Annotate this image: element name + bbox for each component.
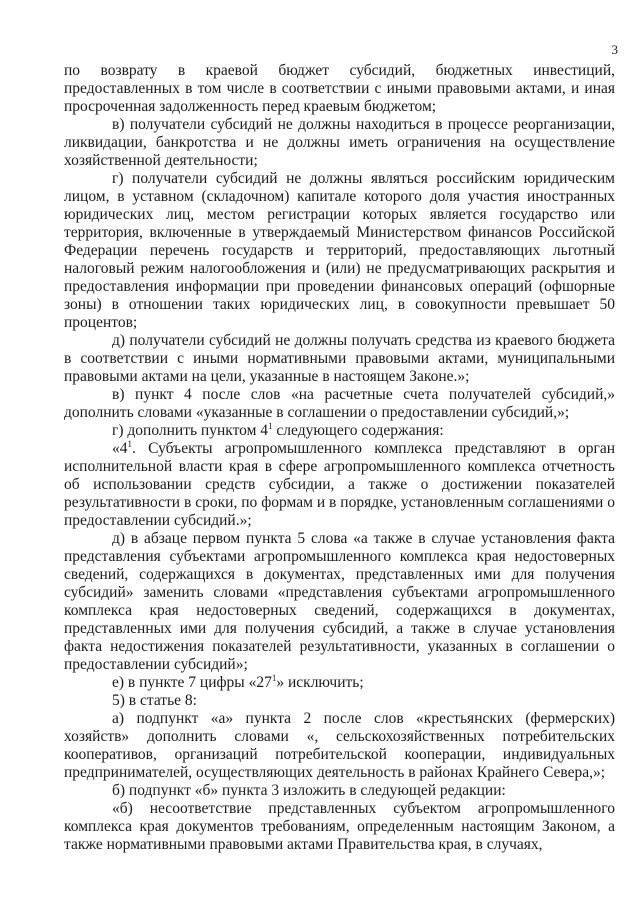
paragraph-item-v-reorganization: в) получатели субсидий не должны находиться в процессе реорганизации, ликвидации, банкротства и не должны иметь ограничения на осуществление хозяйственной деятельности; [64,116,615,169]
paragraph-item-b-new-text: «б) несоответствие представленных субъектом агропромышленного комплекса края документов требованиям, определенным настоящим Законом, а также нормативными правовыми актами Правительства края, в случаях, [64,800,615,853]
paragraph-text: г) дополнить пунктом 4 [112,422,269,439]
paragraph-text: «4 [112,440,128,457]
paragraph-item-d-other-funds: д) получатели субсидий не должны получать средства из краевого бюджета в соответствии с иными нормативными правовыми актами, муниципальными правовыми актами на цели, указанные в настоящем Законе.»; [64,332,615,385]
paragraph-item-v-point-4: в) пункт 4 после слов «на расчетные счета получателей субсидий,» дополнить словами «указанные в соглашении о предоставлении субсидий,»; [64,386,615,421]
paragraph-text: » исключить; [276,674,364,691]
paragraph-text: следующего содержания: [272,422,444,439]
paragraph-item-g-offshore: г) получатели субсидий не должны являться российским юридическим лицом, в уставном (складочном) капитале которого доля участия иностранных юридических лиц, местом регистрации которых является государство или территория, включенные в утверждаемый Министерством финансов Российской Федерации перечень государств и территорий, предоставляющих льготный налоговый режим налогообложения и (или) не предусматривающих раскрытия и предоставления информации при проведении финансовых операций (офшорные зоны) в отношении таких юридических лиц, в совокупности превышает 50 процентов; [64,170,615,331]
paragraph-item-g-add-point [64,422,615,440]
page-number: 3 [611,42,618,57]
paragraph-item-e-point-7 [64,674,615,692]
paragraph-item-d-point-5: д) в абзаце первом пункта 5 слова «а также в случае установления факта представления субъектами агропромышленного комплекса края недостоверных сведений, содержащихся в документах, представленных ими для получения субсидий» заменить словами «представления субъектами агропромышленного комплекса края недостоверных сведений, содержащихся в документах, представленных ими для получения субсидий, а также в случае установления факта недостижения показателей результативности, указанных в соглашении о предоставлении субсидий»; [64,530,615,673]
paragraph-item-a-point-2: а) подпункт «а» пункта 2 после слов «крестьянских (фермерских) хозяйств» дополнить словами «, сельскохозяйственных потребительских кооперативов, организаций потребительской кооперации, индивидуальных предпринимателей, осуществляющих деятельность в районах Крайнего Севера,»; [64,710,615,781]
paragraph-article-8: 5) в статье 8: [112,692,197,709]
paragraph-point-4-1 [64,440,615,530]
superscript: 1 [271,672,277,683]
superscript: 1 [268,420,273,431]
paragraph-text: . Субъекты агропромышленного комплекса представляют в орган исполнительной власти края в сфере агропромышленного комплекса отчетность об использовании средств субсидии, а также о достижении показателей результативности в сроки, по формам и в порядке, установленным соглашениями о предоставлении субсидий.»; [64,440,615,529]
paragraph-text: е) в пункте 7 цифры «27 [112,674,272,691]
superscript: 1 [127,438,132,449]
document-body [64,62,615,854]
paragraph-debt: по возврату в краевой бюджет субсидий, бюджетных инвестиций, предоставленных в том числе в соответствии с иными правовыми актами, и иная просроченная задолженность перед краевым бюджетом; [64,62,615,115]
paragraph-item-b-point-3: б) подпункт «б» пункта 3 изложить в следующей редакции: [112,782,506,799]
